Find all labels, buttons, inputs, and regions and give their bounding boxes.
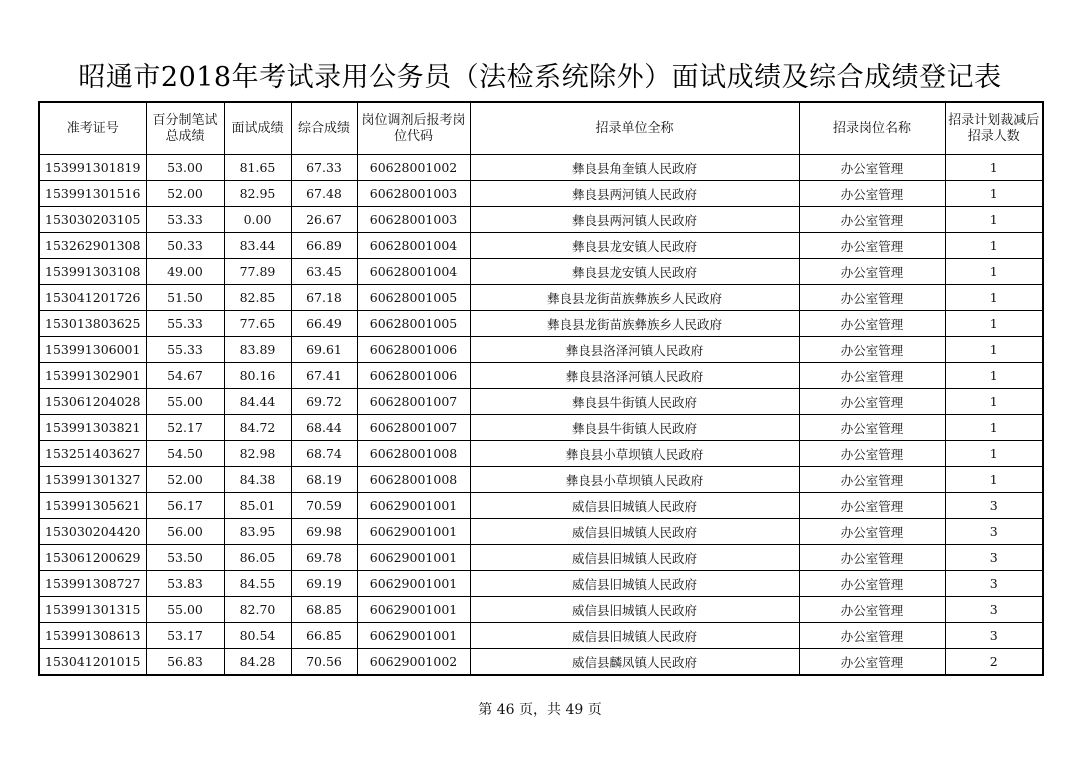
- interview-score-cell: 84.72: [224, 415, 291, 441]
- position-code-cell: 60628001003: [357, 181, 470, 207]
- hire-count-cell: 1: [945, 363, 1043, 389]
- written-score-cell: 55.33: [146, 337, 224, 363]
- unit-name-cell: 威信县旧城镇人民政府: [470, 519, 799, 545]
- interview-score-cell: 0.00: [224, 207, 291, 233]
- position-name-cell: 办公室管理: [799, 207, 945, 233]
- table-row: [39, 415, 1043, 441]
- table-row: [39, 493, 1043, 519]
- position-name-cell: 办公室管理: [799, 181, 945, 207]
- unit-name-cell: 彝良县龙安镇人民政府: [470, 233, 799, 259]
- unit-name-cell: 彝良县龙安镇人民政府: [470, 259, 799, 285]
- position-code-cell: 60628001005: [357, 285, 470, 311]
- hire-count-cell: 3: [945, 545, 1043, 571]
- total-score-cell: 70.56: [291, 649, 357, 676]
- hire-count-cell: 2: [945, 649, 1043, 676]
- position-code-cell: 60629001001: [357, 571, 470, 597]
- exam-id-cell: 153030204420: [39, 519, 146, 545]
- position-code-cell: 60628001006: [357, 363, 470, 389]
- position-code-cell: 60629001001: [357, 493, 470, 519]
- position-name-cell: 办公室管理: [799, 337, 945, 363]
- hire-count-cell: 1: [945, 207, 1043, 233]
- exam-id-cell: 153991308613: [39, 623, 146, 649]
- exam-id-cell: 153991306001: [39, 337, 146, 363]
- exam-id-cell: 153030203105: [39, 207, 146, 233]
- position-name-cell: 办公室管理: [799, 389, 945, 415]
- header-interview-score: 面试成绩: [224, 102, 291, 155]
- hire-count-cell: 3: [945, 623, 1043, 649]
- table-header: [39, 102, 1043, 155]
- unit-name-cell: 彝良县角奎镇人民政府: [470, 155, 799, 181]
- total-score-cell: 68.85: [291, 597, 357, 623]
- total-score-cell: 69.19: [291, 571, 357, 597]
- position-code-cell: 60628001002: [357, 155, 470, 181]
- total-score-cell: 66.89: [291, 233, 357, 259]
- unit-name-cell: 彝良县洛泽河镇人民政府: [470, 363, 799, 389]
- position-name-cell: 办公室管理: [799, 311, 945, 337]
- total-score-cell: 26.67: [291, 207, 357, 233]
- page-title: 昭通市2018年考试录用公务员（法检系统除外）面试成绩及综合成绩登记表: [78, 62, 1002, 93]
- table-row: [39, 389, 1043, 415]
- written-score-cell: 53.17: [146, 623, 224, 649]
- exam-id-cell: 153061204028: [39, 389, 146, 415]
- total-score-cell: 68.74: [291, 441, 357, 467]
- written-score-cell: 56.83: [146, 649, 224, 676]
- total-score-cell: 68.44: [291, 415, 357, 441]
- hire-count-cell: 3: [945, 493, 1043, 519]
- position-name-cell: 办公室管理: [799, 363, 945, 389]
- interview-score-cell: 86.05: [224, 545, 291, 571]
- total-score-cell: 69.72: [291, 389, 357, 415]
- unit-name-cell: 威信县旧城镇人民政府: [470, 597, 799, 623]
- position-code-cell: 60629001001: [357, 545, 470, 571]
- position-code-cell: 60629001001: [357, 519, 470, 545]
- header-hire-count: 招录计划裁减后招录人数: [945, 102, 1043, 155]
- position-name-cell: 办公室管理: [799, 571, 945, 597]
- interview-score-cell: 83.95: [224, 519, 291, 545]
- position-code-cell: 60628001005: [357, 311, 470, 337]
- table-row: [39, 649, 1043, 676]
- exam-id-cell: 153262901308: [39, 233, 146, 259]
- interview-score-cell: 82.95: [224, 181, 291, 207]
- interview-score-cell: 83.44: [224, 233, 291, 259]
- unit-name-cell: 彝良县两河镇人民政府: [470, 181, 799, 207]
- position-name-cell: 办公室管理: [799, 649, 945, 676]
- hire-count-cell: 3: [945, 597, 1043, 623]
- hire-count-cell: 1: [945, 181, 1043, 207]
- written-score-cell: 53.83: [146, 571, 224, 597]
- interview-score-cell: 84.38: [224, 467, 291, 493]
- table-row: [39, 285, 1043, 311]
- exam-id-cell: 153991303821: [39, 415, 146, 441]
- position-code-cell: 60628001008: [357, 441, 470, 467]
- written-score-cell: 55.33: [146, 311, 224, 337]
- header-exam-id: 准考证号: [39, 102, 146, 155]
- position-name-cell: 办公室管理: [799, 415, 945, 441]
- position-name-cell: 办公室管理: [799, 519, 945, 545]
- position-name-cell: 办公室管理: [799, 285, 945, 311]
- unit-name-cell: 威信县旧城镇人民政府: [470, 493, 799, 519]
- unit-name-cell: 彝良县两河镇人民政府: [470, 207, 799, 233]
- written-score-cell: 56.17: [146, 493, 224, 519]
- total-score-cell: 68.19: [291, 467, 357, 493]
- written-score-cell: 54.67: [146, 363, 224, 389]
- written-score-cell: 53.50: [146, 545, 224, 571]
- position-code-cell: 60628001008: [357, 467, 470, 493]
- position-code-cell: 60628001006: [357, 337, 470, 363]
- position-code-cell: 60628001004: [357, 259, 470, 285]
- header-total-score: 综合成绩: [291, 102, 357, 155]
- unit-name-cell: 威信县旧城镇人民政府: [470, 623, 799, 649]
- hire-count-cell: 1: [945, 415, 1043, 441]
- written-score-cell: 53.00: [146, 155, 224, 181]
- interview-score-cell: 81.65: [224, 155, 291, 181]
- position-name-cell: 办公室管理: [799, 233, 945, 259]
- exam-id-cell: 153991301315: [39, 597, 146, 623]
- hire-count-cell: 1: [945, 311, 1043, 337]
- exam-id-cell: 153061200629: [39, 545, 146, 571]
- table-row: [39, 363, 1043, 389]
- unit-name-cell: 彝良县小草坝镇人民政府: [470, 467, 799, 493]
- header-position-code: 岗位调剂后报考岗位代码: [357, 102, 470, 155]
- interview-score-cell: 82.70: [224, 597, 291, 623]
- exam-id-cell: 153991308727: [39, 571, 146, 597]
- unit-name-cell: 彝良县小草坝镇人民政府: [470, 441, 799, 467]
- written-score-cell: 51.50: [146, 285, 224, 311]
- hire-count-cell: 1: [945, 389, 1043, 415]
- written-score-cell: 54.50: [146, 441, 224, 467]
- exam-id-cell: 153251403627: [39, 441, 146, 467]
- hire-count-cell: 1: [945, 155, 1043, 181]
- unit-name-cell: 彝良县龙街苗族彝族乡人民政府: [470, 285, 799, 311]
- score-table: [38, 101, 1044, 676]
- total-score-cell: 66.85: [291, 623, 357, 649]
- written-score-cell: 50.33: [146, 233, 224, 259]
- position-name-cell: 办公室管理: [799, 259, 945, 285]
- exam-id-cell: 153041201726: [39, 285, 146, 311]
- interview-score-cell: 82.85: [224, 285, 291, 311]
- exam-id-cell: 153991303108: [39, 259, 146, 285]
- hire-count-cell: 1: [945, 285, 1043, 311]
- written-score-cell: 49.00: [146, 259, 224, 285]
- position-code-cell: 60629001001: [357, 623, 470, 649]
- interview-score-cell: 82.98: [224, 441, 291, 467]
- hire-count-cell: 3: [945, 571, 1043, 597]
- interview-score-cell: 80.16: [224, 363, 291, 389]
- unit-name-cell: 彝良县龙街苗族彝族乡人民政府: [470, 311, 799, 337]
- unit-name-cell: 彝良县牛街镇人民政府: [470, 415, 799, 441]
- total-score-cell: 63.45: [291, 259, 357, 285]
- table-row: [39, 441, 1043, 467]
- interview-score-cell: 80.54: [224, 623, 291, 649]
- interview-score-cell: 77.65: [224, 311, 291, 337]
- hire-count-cell: 1: [945, 233, 1043, 259]
- total-score-cell: 69.98: [291, 519, 357, 545]
- table-row: [39, 181, 1043, 207]
- position-name-cell: 办公室管理: [799, 467, 945, 493]
- exam-id-cell: 153991301819: [39, 155, 146, 181]
- total-score-cell: 66.49: [291, 311, 357, 337]
- hire-count-cell: 1: [945, 441, 1043, 467]
- interview-score-cell: 84.28: [224, 649, 291, 676]
- total-score-cell: 67.41: [291, 363, 357, 389]
- written-score-cell: 55.00: [146, 389, 224, 415]
- position-name-cell: 办公室管理: [799, 441, 945, 467]
- header-row: [39, 102, 1043, 155]
- written-score-cell: 56.00: [146, 519, 224, 545]
- written-score-cell: 52.00: [146, 181, 224, 207]
- unit-name-cell: 威信县旧城镇人民政府: [470, 545, 799, 571]
- exam-id-cell: 153013803625: [39, 311, 146, 337]
- interview-score-cell: 77.89: [224, 259, 291, 285]
- position-code-cell: 60628001003: [357, 207, 470, 233]
- table-row: [39, 545, 1043, 571]
- position-name-cell: 办公室管理: [799, 493, 945, 519]
- hire-count-cell: 1: [945, 259, 1043, 285]
- interview-score-cell: 85.01: [224, 493, 291, 519]
- page-number: 第 46 页，共 49 页: [478, 702, 602, 718]
- position-code-cell: 60628001007: [357, 389, 470, 415]
- table-row: [39, 311, 1043, 337]
- interview-score-cell: 83.89: [224, 337, 291, 363]
- exam-id-cell: 153991301516: [39, 181, 146, 207]
- table-row: [39, 571, 1043, 597]
- written-score-cell: 55.00: [146, 597, 224, 623]
- position-name-cell: 办公室管理: [799, 545, 945, 571]
- unit-name-cell: 威信县麟凤镇人民政府: [470, 649, 799, 676]
- position-code-cell: 60628001004: [357, 233, 470, 259]
- table-row: [39, 155, 1043, 181]
- exam-id-cell: 153991302901: [39, 363, 146, 389]
- position-name-cell: 办公室管理: [799, 597, 945, 623]
- table-row: [39, 207, 1043, 233]
- exam-id-cell: 153991301327: [39, 467, 146, 493]
- table-body: [39, 155, 1043, 676]
- written-score-cell: 53.33: [146, 207, 224, 233]
- table-row: [39, 519, 1043, 545]
- total-score-cell: 67.33: [291, 155, 357, 181]
- position-code-cell: 60629001002: [357, 649, 470, 676]
- table-row: [39, 337, 1043, 363]
- hire-count-cell: 1: [945, 337, 1043, 363]
- written-score-cell: 52.00: [146, 467, 224, 493]
- table-row: [39, 597, 1043, 623]
- position-code-cell: 60629001001: [357, 597, 470, 623]
- total-score-cell: 69.78: [291, 545, 357, 571]
- header-unit-name: 招录单位全称: [470, 102, 799, 155]
- header-written-score: 百分制笔试总成绩: [146, 102, 224, 155]
- hire-count-cell: 3: [945, 519, 1043, 545]
- exam-id-cell: 153041201015: [39, 649, 146, 676]
- table-row: [39, 259, 1043, 285]
- total-score-cell: 67.18: [291, 285, 357, 311]
- position-name-cell: 办公室管理: [799, 155, 945, 181]
- exam-id-cell: 153991305621: [39, 493, 146, 519]
- header-position-name: 招录岗位名称: [799, 102, 945, 155]
- hire-count-cell: 1: [945, 467, 1043, 493]
- table-row: [39, 623, 1043, 649]
- interview-score-cell: 84.55: [224, 571, 291, 597]
- unit-name-cell: 彝良县洛泽河镇人民政府: [470, 337, 799, 363]
- table-row: [39, 233, 1043, 259]
- table-row: [39, 467, 1043, 493]
- unit-name-cell: 彝良县牛街镇人民政府: [470, 389, 799, 415]
- written-score-cell: 52.17: [146, 415, 224, 441]
- position-code-cell: 60628001007: [357, 415, 470, 441]
- total-score-cell: 67.48: [291, 181, 357, 207]
- unit-name-cell: 威信县旧城镇人民政府: [470, 571, 799, 597]
- total-score-cell: 69.61: [291, 337, 357, 363]
- total-score-cell: 70.59: [291, 493, 357, 519]
- position-name-cell: 办公室管理: [799, 623, 945, 649]
- interview-score-cell: 84.44: [224, 389, 291, 415]
